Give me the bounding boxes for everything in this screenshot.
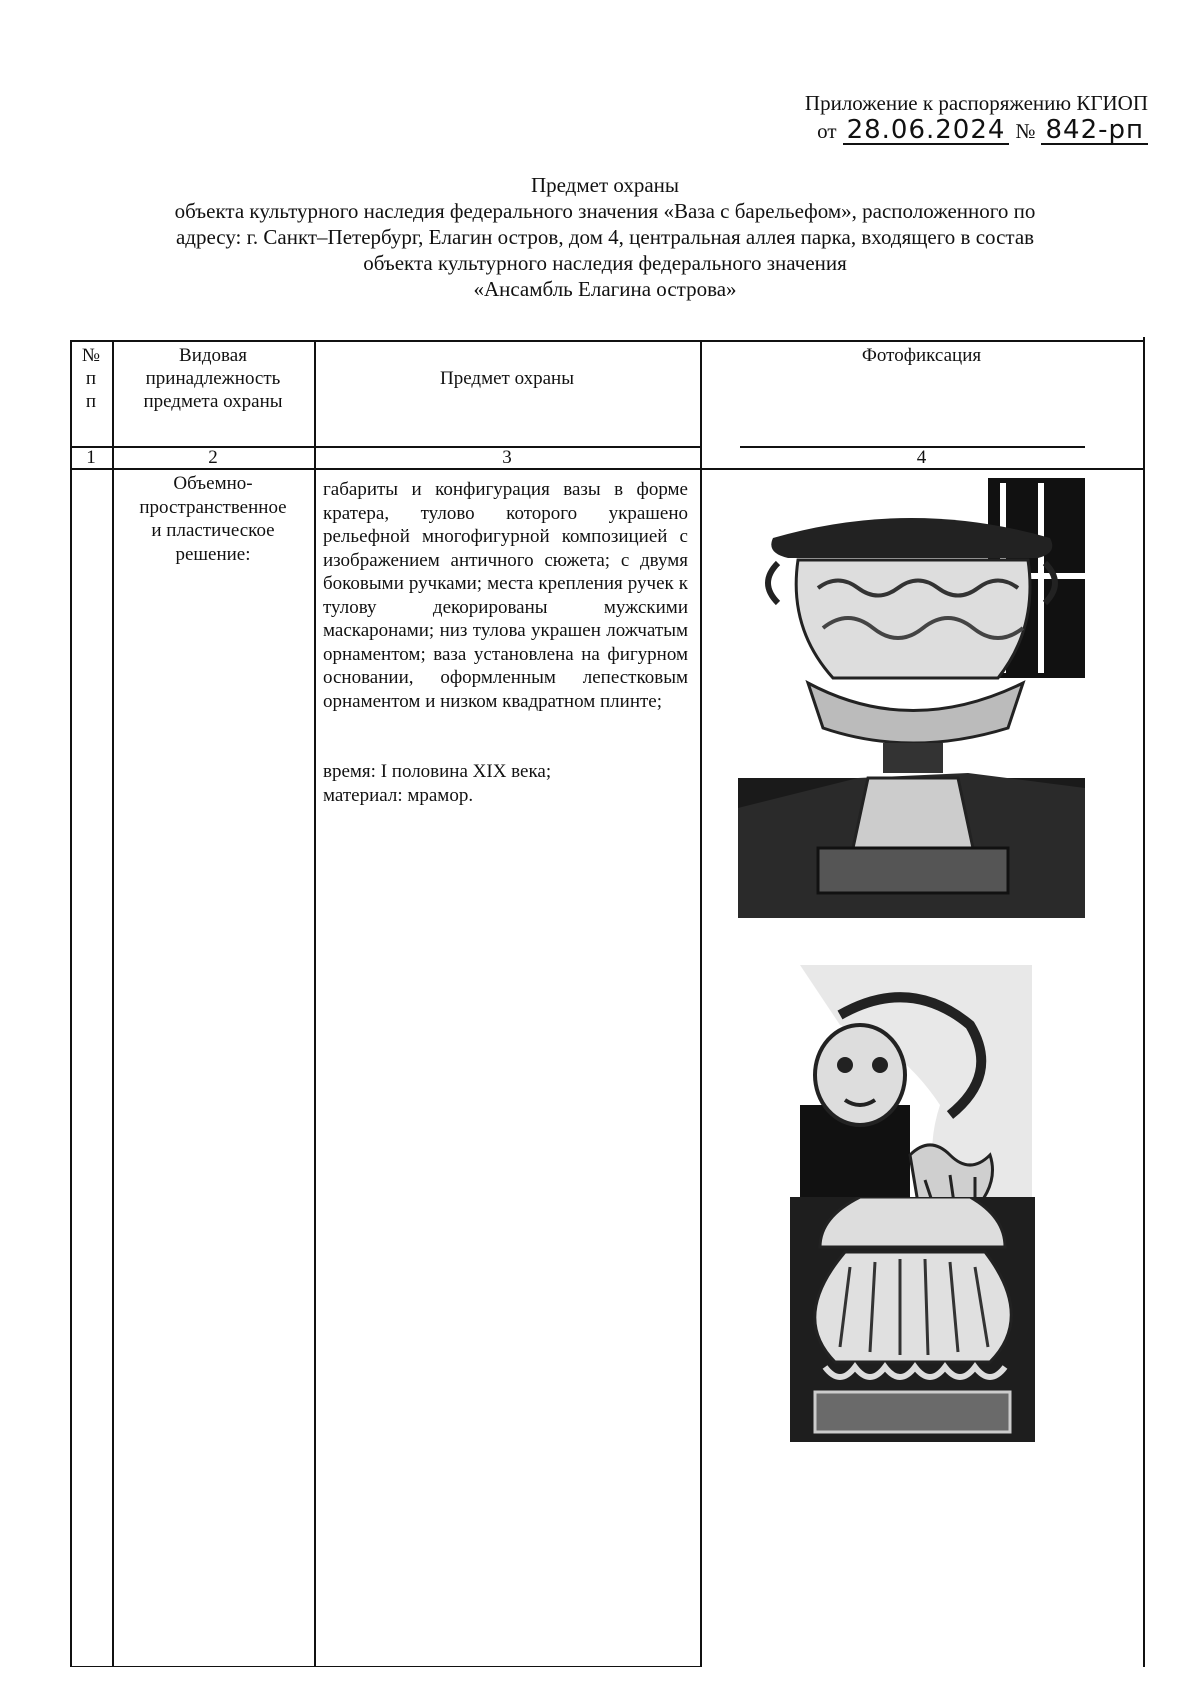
photo-vase-full	[738, 478, 1085, 918]
title-line-3: объекта культурного наследия федерального значения	[363, 251, 847, 275]
subject-description	[323, 478, 688, 807]
table-border-right	[1143, 337, 1145, 1667]
document-title	[95, 172, 1115, 302]
document-header	[805, 90, 1148, 145]
table-border-left	[70, 340, 72, 1667]
table-border-bottom	[70, 1666, 702, 1668]
column-number-1: 1	[86, 447, 96, 468]
order-date: 28.06.2024	[843, 117, 1010, 145]
column-number-4: 4	[916, 447, 927, 468]
ot-label: от	[817, 119, 837, 143]
protection-table	[70, 340, 1145, 1667]
header-photo: Фотофиксация	[861, 345, 982, 366]
photo-handle-detail	[800, 965, 1032, 1233]
number-sign: №	[1015, 119, 1036, 143]
appendix-label: Приложение к распоряжению КГИОП	[804, 91, 1148, 115]
header-category: Видовая принадлежность предмета охраны	[143, 345, 283, 412]
header-number: № п п	[81, 345, 101, 412]
material-text: материал: мрамор.	[323, 784, 474, 806]
period-text: время: I половина XIX века;	[323, 761, 552, 782]
order-reference	[805, 117, 1148, 145]
photo-base-detail	[790, 1197, 1035, 1442]
table-border-top	[70, 340, 1145, 342]
column-number-3: 3	[502, 447, 512, 468]
title-line-2: адресу: г. Санкт–Петербург, Елагин остров, дом 4, центральная аллея парка, входящего в состав	[175, 225, 1035, 249]
header-subject: Предмет охраны	[440, 368, 574, 389]
table-divider-2	[314, 340, 316, 1667]
column-number-2: 2	[208, 447, 218, 468]
title-heading: Предмет охраны	[530, 173, 680, 197]
description-text: габариты и конфигурация вазы в форме кратера, тулово которого украшено рельефной многофигурной композицией с изображением античного сюжета; с двумя боковыми ручками; места крепления ручек к тулову декорированы мужскими маскаронами; низ тулова украшен ложчатым орнаментом; ваза установлена на фигурном основании, оформленным лепестковым орнаментом и низком квадратном плинте;	[323, 479, 688, 712]
table-divider-3	[700, 340, 702, 1667]
title-line-1: объекта культурного наследия федерального значения «Ваза с барельефом», расположенного по	[174, 199, 1036, 223]
order-number: 842-рп	[1041, 117, 1148, 145]
title-line-4: «Ансамбль Елагина острова»	[473, 277, 737, 301]
category-cell: Объемно- пространственное и пластическое решение:	[139, 473, 287, 565]
